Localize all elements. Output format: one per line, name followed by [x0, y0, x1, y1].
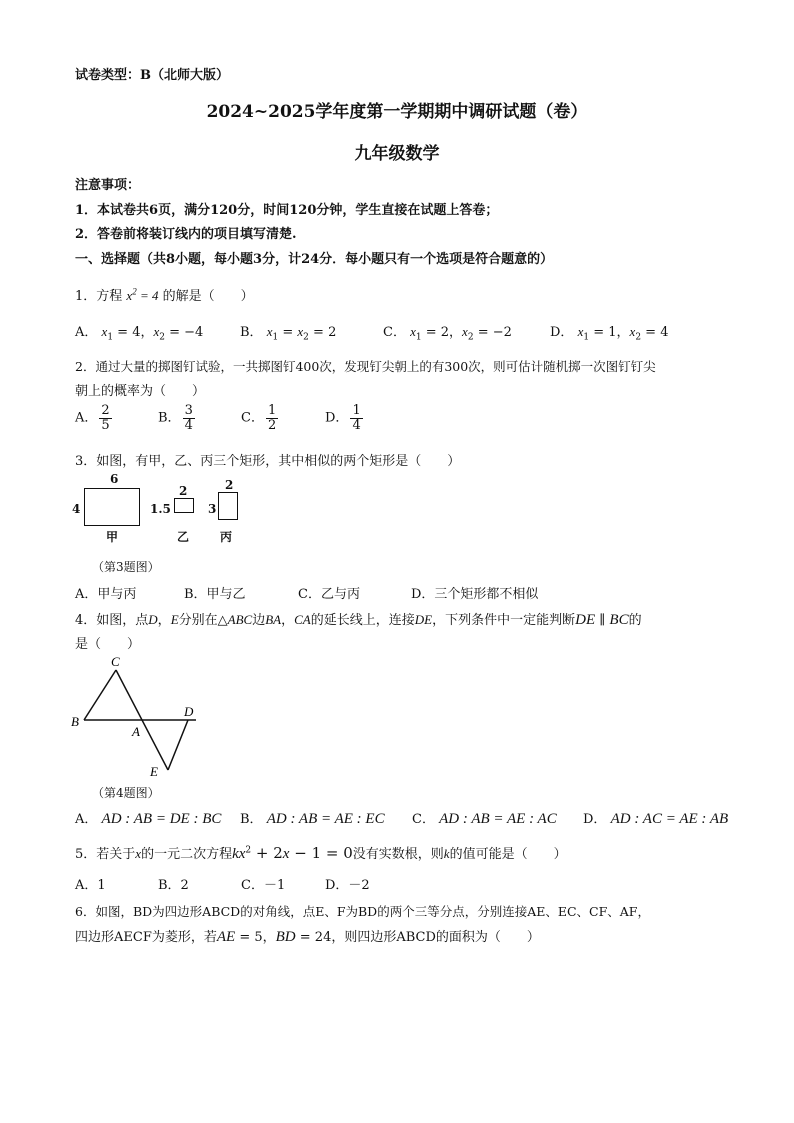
q2-option-d[interactable]: D． $\frac{1}{4}$ — [325, 403, 361, 433]
q5-option-d[interactable]: D．－2 — [325, 878, 370, 893]
q1-stem: 1．方程 $x^2 = 4$ 的解是（ ） — [75, 286, 254, 304]
notes-item-1: 1．本试卷共6页，满分120分，时间120分钟，学生直接在试题上答卷； — [75, 203, 499, 218]
notes-heading: 注意事项： — [75, 178, 141, 193]
q2-option-c[interactable]: C． $\frac{1}{2}$ — [241, 403, 277, 433]
q1-option-c[interactable]: C． $x_1 = 2$，$x_2 = -2$ — [383, 324, 512, 343]
jia-side-label: 4 — [72, 502, 81, 516]
q3-stem: 3．如图，有甲，乙、丙三个矩形，其中相似的两个矩形是（ ） — [75, 454, 461, 469]
bing-name: 丙 — [220, 530, 233, 544]
bing-top-label: 2 — [225, 478, 234, 492]
q5-option-c[interactable]: C．－1 — [241, 878, 286, 893]
exam-title: 2024~2025学年度第一学期期中调研试题（卷） — [206, 102, 588, 122]
q4-option-c[interactable]: C． AD : AB = AE : AC — [412, 811, 557, 827]
q5-stem: 5．若关于x的一元二次方程$kx^2 + 2x - 1 = 0$没有实数根，则k的值可能是（ ） — [75, 844, 567, 862]
bing-side-label: 3 — [208, 502, 217, 516]
notes-item-2: 2．答卷前将装订线内的项目填写清楚. — [75, 227, 297, 242]
segment-de — [168, 720, 188, 770]
section1-heading: 一、选择题（共8小题，每小题3分，计24分．每小题只有一个选项是符合题意的） — [75, 252, 554, 267]
yi-side-label: 1.5 — [150, 502, 171, 516]
q2-option-a[interactable]: A． $\frac{2}{5}$ — [75, 403, 110, 433]
jia-top-label: 6 — [110, 472, 119, 486]
q4-option-d[interactable]: D． AD : AC = AE : AB — [583, 811, 729, 827]
q1-option-a[interactable]: A． $x_1 = 4$，$x_2 = -4$ — [75, 324, 204, 343]
q3-option-d[interactable]: D．三个矩形都不相似 — [411, 587, 539, 602]
segment-cb — [84, 670, 116, 720]
point-d: D — [184, 704, 194, 719]
rect-jia — [84, 488, 140, 526]
paper-type: 试卷类型：B（北师大版） — [75, 68, 229, 83]
q3-option-a[interactable]: A．甲与丙 — [75, 587, 137, 602]
exam-subject: 九年级数学 — [354, 144, 440, 164]
q4-caption: （第4题图） — [92, 786, 160, 800]
q4-option-a[interactable]: A． AD : AB = DE : BC — [75, 811, 222, 827]
q2-option-b[interactable]: B． $\frac{3}{4}$ — [158, 403, 193, 433]
q3-option-b[interactable]: B．甲与乙 — [184, 587, 246, 602]
q4-stem-line1: 4．如图，点D，E分别在△ABC边BA，CA的延长线上，连接DE，下列条件中一定能判断DE ∥ BC的 — [75, 612, 642, 628]
q4-figure — [66, 650, 206, 780]
yi-top-label: 2 — [179, 484, 188, 498]
q6-stem-line2: 四边形AECF为菱形，若AE = 5，BD = 24，则四边形ABCD的面积为（ ） — [75, 929, 540, 945]
q1-option-d[interactable]: D． $x_1 = 1$，$x_2 = 4$ — [550, 324, 669, 343]
rect-yi — [174, 498, 194, 513]
rect-bing — [218, 492, 238, 520]
q6-stem-line1: 6．如图，BD为四边形ABCD的对角线，点E、F为BD的两个三等分点，分别连接AE、EC、CF、AF， — [75, 904, 650, 919]
point-b: B — [71, 714, 79, 729]
q4-option-b[interactable]: B． AD : AB = AE : EC — [240, 811, 385, 827]
yi-name: 乙 — [177, 530, 190, 544]
q4-stem-line2: 是（ ） — [75, 637, 141, 652]
point-a: A — [132, 724, 140, 739]
q5-option-b[interactable]: B．2 — [158, 878, 189, 893]
q1-option-b[interactable]: B． $x_1 = x_2 = 2$ — [240, 324, 337, 343]
q1-equation: $x^2 = 4$ — [126, 286, 159, 303]
q3-option-c[interactable]: C．乙与丙 — [298, 587, 360, 602]
q2-stem-line2: 朝上的概率为（ ） — [75, 384, 206, 399]
q5-option-a[interactable]: A．1 — [75, 878, 106, 893]
jia-name: 甲 — [106, 530, 119, 544]
point-e: E — [150, 764, 158, 779]
q3-figure — [70, 470, 270, 550]
point-c: C — [111, 654, 120, 669]
q2-stem-line1: 2．通过大量的掷图钉试验，一共掷图钉400次，发现钉尖朝上的有300次，则可估计随机掷一次图钉钉尖 — [75, 359, 656, 374]
q3-caption: （第3题图） — [92, 560, 160, 574]
